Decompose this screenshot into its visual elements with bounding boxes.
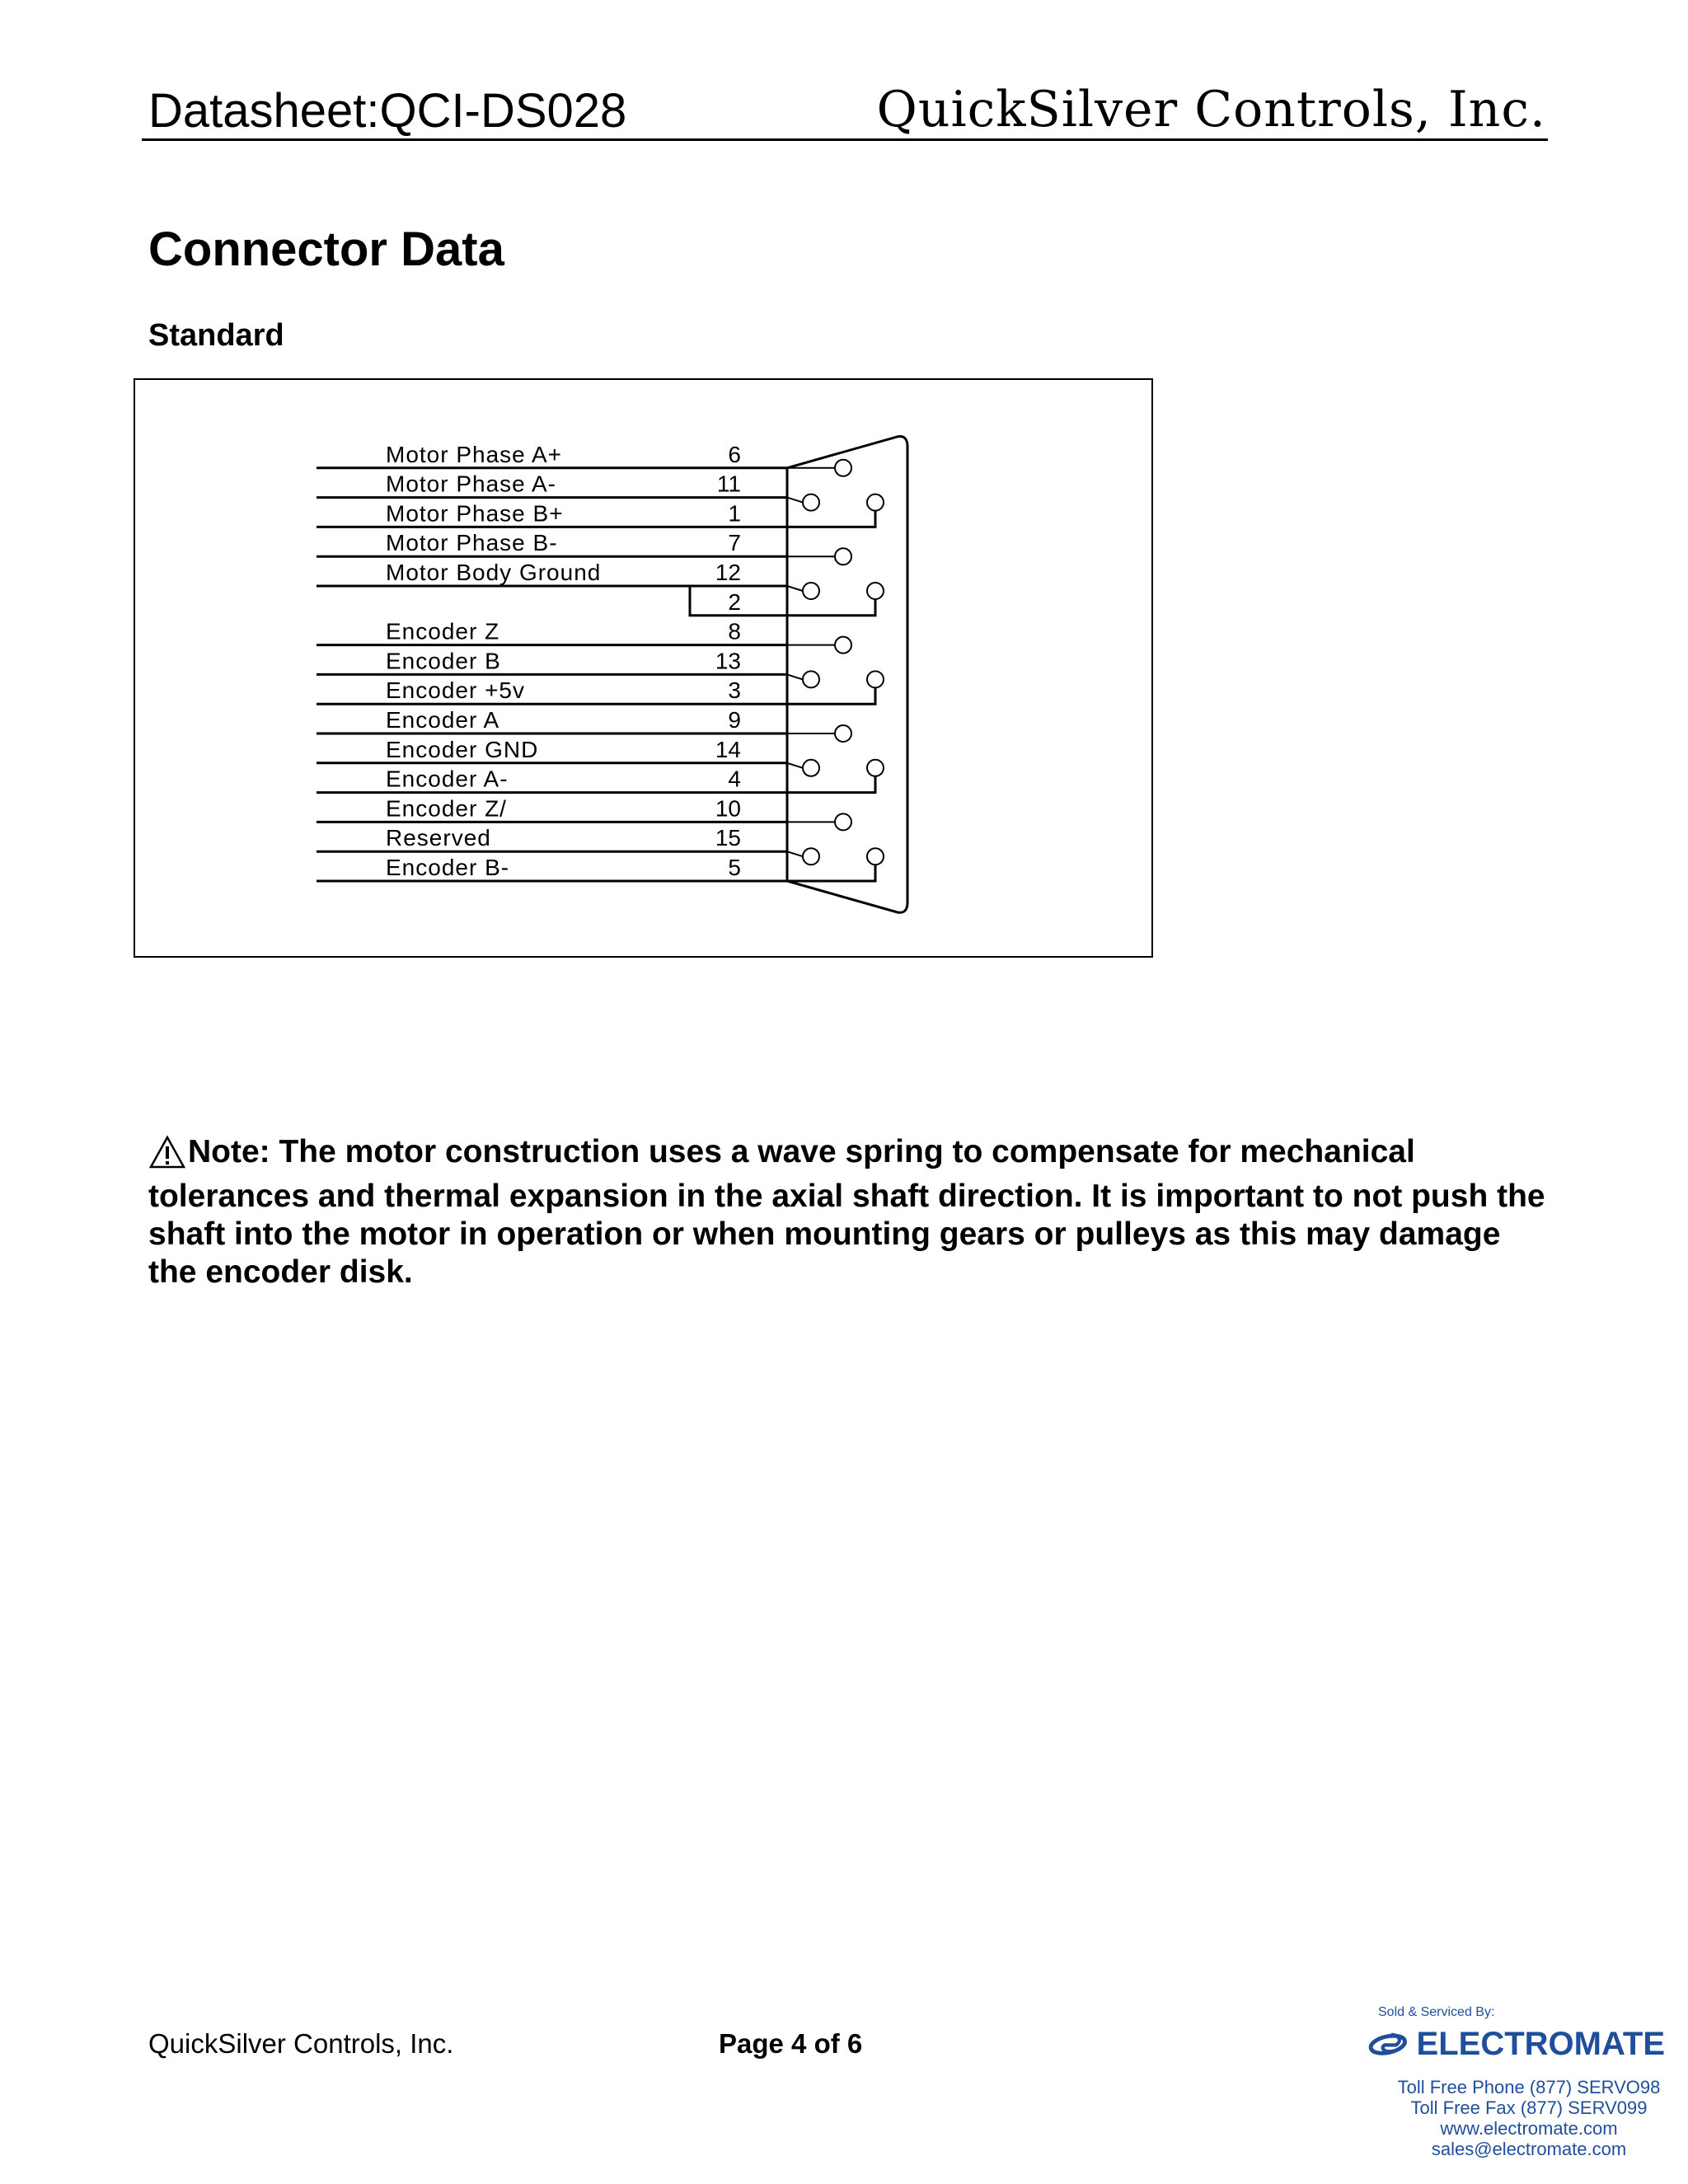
pin-number: 8 <box>728 618 741 644</box>
page-title: Connector Data <box>148 223 504 276</box>
brand-phone: Toll Free Phone (877) SERVO98 <box>1397 2077 1661 2097</box>
pin-number: 7 <box>728 530 741 556</box>
pin-number: 14 <box>715 736 741 762</box>
contact-pin <box>835 725 851 742</box>
brand-fax: Toll Free Fax (877) SERV099 <box>1410 2097 1648 2118</box>
pin-number: 1 <box>728 500 741 527</box>
warning-triangle-icon <box>148 1135 186 1169</box>
header-rule <box>142 138 1548 141</box>
pin-number: 13 <box>715 648 741 674</box>
page-number: Page 4 of 6 <box>719 2028 863 2059</box>
pin-label: Encoder A <box>386 707 500 733</box>
contact-pin <box>867 671 884 687</box>
contact-pin <box>803 583 819 599</box>
pin-number: 9 <box>728 707 741 733</box>
brand-website: www.electromate.com <box>1440 2118 1618 2139</box>
pin-label: Encoder +5v <box>386 677 525 704</box>
pin-label: Encoder Z/ <box>386 795 507 822</box>
brand-name: ELECTROMATE <box>1416 2026 1665 2062</box>
note-first-line: Note: The motor construction uses a wave spring to compensate for mechanical <box>188 1134 1415 1169</box>
pin-label: Encoder B- <box>386 855 510 880</box>
pin-number: 11 <box>716 471 741 497</box>
pin-number: 12 <box>715 560 741 585</box>
contact-pin <box>803 760 819 776</box>
contact-pin <box>867 760 884 776</box>
pin-number: 5 <box>728 855 741 880</box>
pin-label: Encoder A- <box>386 766 509 792</box>
pin-number: 6 <box>728 441 741 467</box>
pin-label: Motor Phase A- <box>386 471 556 497</box>
contact-pin <box>835 813 851 830</box>
contact-pin <box>867 494 884 511</box>
connector-pinout-diagram <box>134 378 1153 958</box>
pin-label: Encoder B <box>386 648 501 674</box>
contact-lead <box>787 851 803 856</box>
contact-pin <box>803 671 819 687</box>
pin-number: 3 <box>728 677 741 704</box>
contact-lead <box>787 498 803 503</box>
datasheet-id: Datasheet:QCI-DS028 <box>148 84 627 138</box>
contact-lead <box>787 687 875 704</box>
footer-company-name: QuickSilver Controls, Inc. <box>148 2028 454 2059</box>
pin-number: 4 <box>728 766 741 792</box>
electromate-logo-icon <box>1368 2026 1410 2062</box>
contact-pin <box>867 848 884 865</box>
contact-lead <box>787 599 875 616</box>
warning-note <box>148 1127 1550 1291</box>
db15-connector-shell <box>787 437 907 913</box>
note-body: tolerances and thermal expansion in the axial shaft direction. It is important to not push the shaft into the motor in operation or when mounting gears or pulleys as this may damage the encoder disk. <box>148 1179 1545 1290</box>
pin-label: Motor Phase A+ <box>386 441 563 467</box>
pin-number: 15 <box>715 825 741 851</box>
contact-lead <box>787 674 803 679</box>
electromate-brand-block <box>1368 2004 1665 2159</box>
contact-lead <box>787 865 875 881</box>
contact-lead <box>787 511 875 527</box>
contact-pin <box>835 548 851 565</box>
section-subtitle: Standard <box>148 318 284 353</box>
header-company-name: QuickSilver Controls, Inc. <box>876 81 1546 138</box>
contact-pin <box>835 460 851 476</box>
pin-label: Encoder Z <box>386 618 500 644</box>
pin-number: 2 <box>728 588 741 615</box>
contact-pin <box>835 637 851 654</box>
pin-label: Reserved <box>386 825 491 851</box>
contact-lead <box>787 763 803 768</box>
brand-email: sales@electromate.com <box>1431 2139 1627 2159</box>
pin-rows <box>316 442 787 881</box>
contact-lead <box>787 776 875 793</box>
pin-label: Motor Phase B- <box>386 530 558 556</box>
pin-label: Encoder GND <box>386 736 539 762</box>
pin-number: 10 <box>715 795 741 822</box>
contact-pin <box>867 583 884 599</box>
contact-pin <box>803 494 819 511</box>
brand-tagline: Sold & Serviced By: <box>1378 2005 1495 2019</box>
contact-pin <box>803 848 819 865</box>
contact-lead <box>787 586 803 591</box>
pin-label: Motor Phase B+ <box>386 500 564 527</box>
pin-label: Motor Body Ground <box>386 560 602 585</box>
